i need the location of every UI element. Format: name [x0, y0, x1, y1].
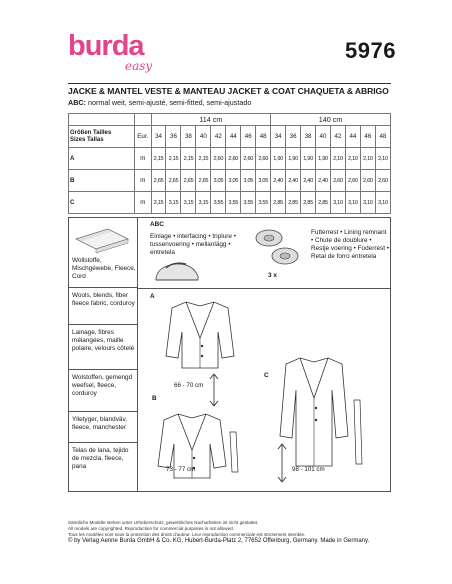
footer-publisher: © by Verlag Aenne Burda GmbH & Co. KG, Hubert-Burda-Platz 2, 77652 Offenburg, Germany. Made in Germany.: [68, 538, 370, 544]
fabric-de: Wollstoffe, Mischgewebe, Fleece, Cord: [72, 257, 136, 280]
snap-fastener-icon: [253, 226, 303, 270]
fabric-fr: Lainage, fibres mélangées, maille polaire, velours côtelé: [72, 329, 135, 352]
length-arrow-c: [276, 443, 288, 483]
size-header: Größen Tailles Sizes Tallas: [69, 126, 135, 148]
jacket-a-illustration: [160, 296, 240, 376]
width-140-header: 140 cm: [271, 114, 391, 126]
fabric-column: [68, 217, 138, 492]
view-c-label: C: [264, 372, 269, 379]
footer-line-de: Sämtliche Modelle stehen unter Urheberschutz, gewerbliches Nacharbeiten ist nicht gestattet.: [68, 520, 259, 525]
fabric-swatch-icon: [68, 217, 138, 257]
fit-text: normal weit, semi-ajusté, semi-fitted, semi-ajustado: [85, 98, 252, 107]
materials-separator: [138, 288, 391, 289]
lining-text: Futterrest • Lining remnant • Chute de doublure • Restje voering • Foderrest • Retal de forro entretela: [311, 229, 389, 260]
table-row: C m 3,15 3,15 3,15 3,15 3,55 3,55 3,55 3,55 2,85 2,85 2,85 2,85 3,10 3,10 3,10 3,10: [69, 192, 391, 214]
table-row: B m 2,65 2,65 2,65 2,65 3,05 3,05 3,05 3,05 2,40 2,40 2,40 2,40 2,60 2,60 2,60 2,60: [69, 170, 391, 192]
fabric-nl: Wolstoffen, gemengd weefsel, fleece, corduroy: [72, 374, 133, 397]
table-row: A m 2,15 2,15 2,15 2,15 2,60 2,60 2,60 2,60 1,90 1,90 1,90 1,90 2,10 2,10 2,10 2,10: [69, 148, 391, 170]
length-b: 73 - 77 cm: [166, 466, 196, 473]
table-body: [69, 148, 391, 214]
materials-abc-label: ABC: [150, 221, 164, 228]
logo-text: burda: [68, 30, 144, 62]
interfacing-text: Einlage • interfacing • triplure • tussenvoering • mellanlägg • entretela: [150, 233, 236, 256]
fabric-en: Wools, blends, fiber fleece fabric, corduroy: [72, 292, 135, 307]
fabric-es: Telas de lana, tejido de mezcla, fleece, pana: [72, 447, 129, 470]
view-a-label: A: [150, 293, 155, 300]
fabric-requirements-table: 114 cm 140 cm Größen Tailles Sizes Tallas Eur. 34 36 38 40 42 44 46 48 34 36 38 40 42 44 46 48 A m 2,15 2,15 2,15 2,15 2,60 2,60 2,60 2,60 1,90 1,90 1,90 1,90 2,10 2,10 2,10 2,10 B m 2,65 2,65 2,65 2,65 3,05 3,05 3,05 3,05 2,40 2,40 2,40 2,40 2,60 2,60 2,60 2,60 C m 3,15 3,15 3,15 3,15 3,55 3,55 3,55 3,55 2,85 2,85 2,85 2,85 3,10 3,10 3,10 3,10: [68, 113, 391, 214]
belt-c-illustration: [348, 398, 368, 468]
burda-easy-logo: [68, 32, 168, 82]
copyright-footer: [68, 520, 391, 544]
header-rule: [68, 83, 391, 84]
garment-titles: JACKE & MANTEL VESTE & MANTEAU JACKET & COAT CHAQUETA & ABRIGO: [68, 86, 389, 96]
logo-subtext: easy: [125, 59, 153, 73]
belt-b-illustration: [224, 430, 244, 474]
footer-line-en: All models are copyrighted. Reproduction for commercial purposes is not allowed.: [68, 526, 234, 531]
length-arrow-a: [208, 373, 220, 407]
eur-label: Eur.: [135, 126, 152, 148]
footer-line-fr: Tous les modèles sont sous la protection des droits d'auteur. Leur reproduction commerciale est strictement interdite.: [68, 532, 306, 537]
fit-label: ABC:: [68, 98, 86, 107]
fit-description: [68, 98, 251, 107]
length-a: 66 - 70 cm: [174, 382, 204, 389]
snaps-quantity: 3 x: [268, 272, 277, 279]
coat-c-illustration: [276, 354, 356, 474]
fabric-sv: Ylletyger, blandväv, fleece, manchester: [72, 416, 127, 431]
view-b-label: B: [152, 395, 157, 402]
width-114-header: 114 cm: [151, 114, 271, 126]
iron-icon: [152, 260, 202, 284]
pattern-number: 5976: [345, 38, 396, 63]
length-c: 98 - 101 cm: [292, 466, 325, 473]
jacket-b-illustration: [150, 408, 234, 488]
